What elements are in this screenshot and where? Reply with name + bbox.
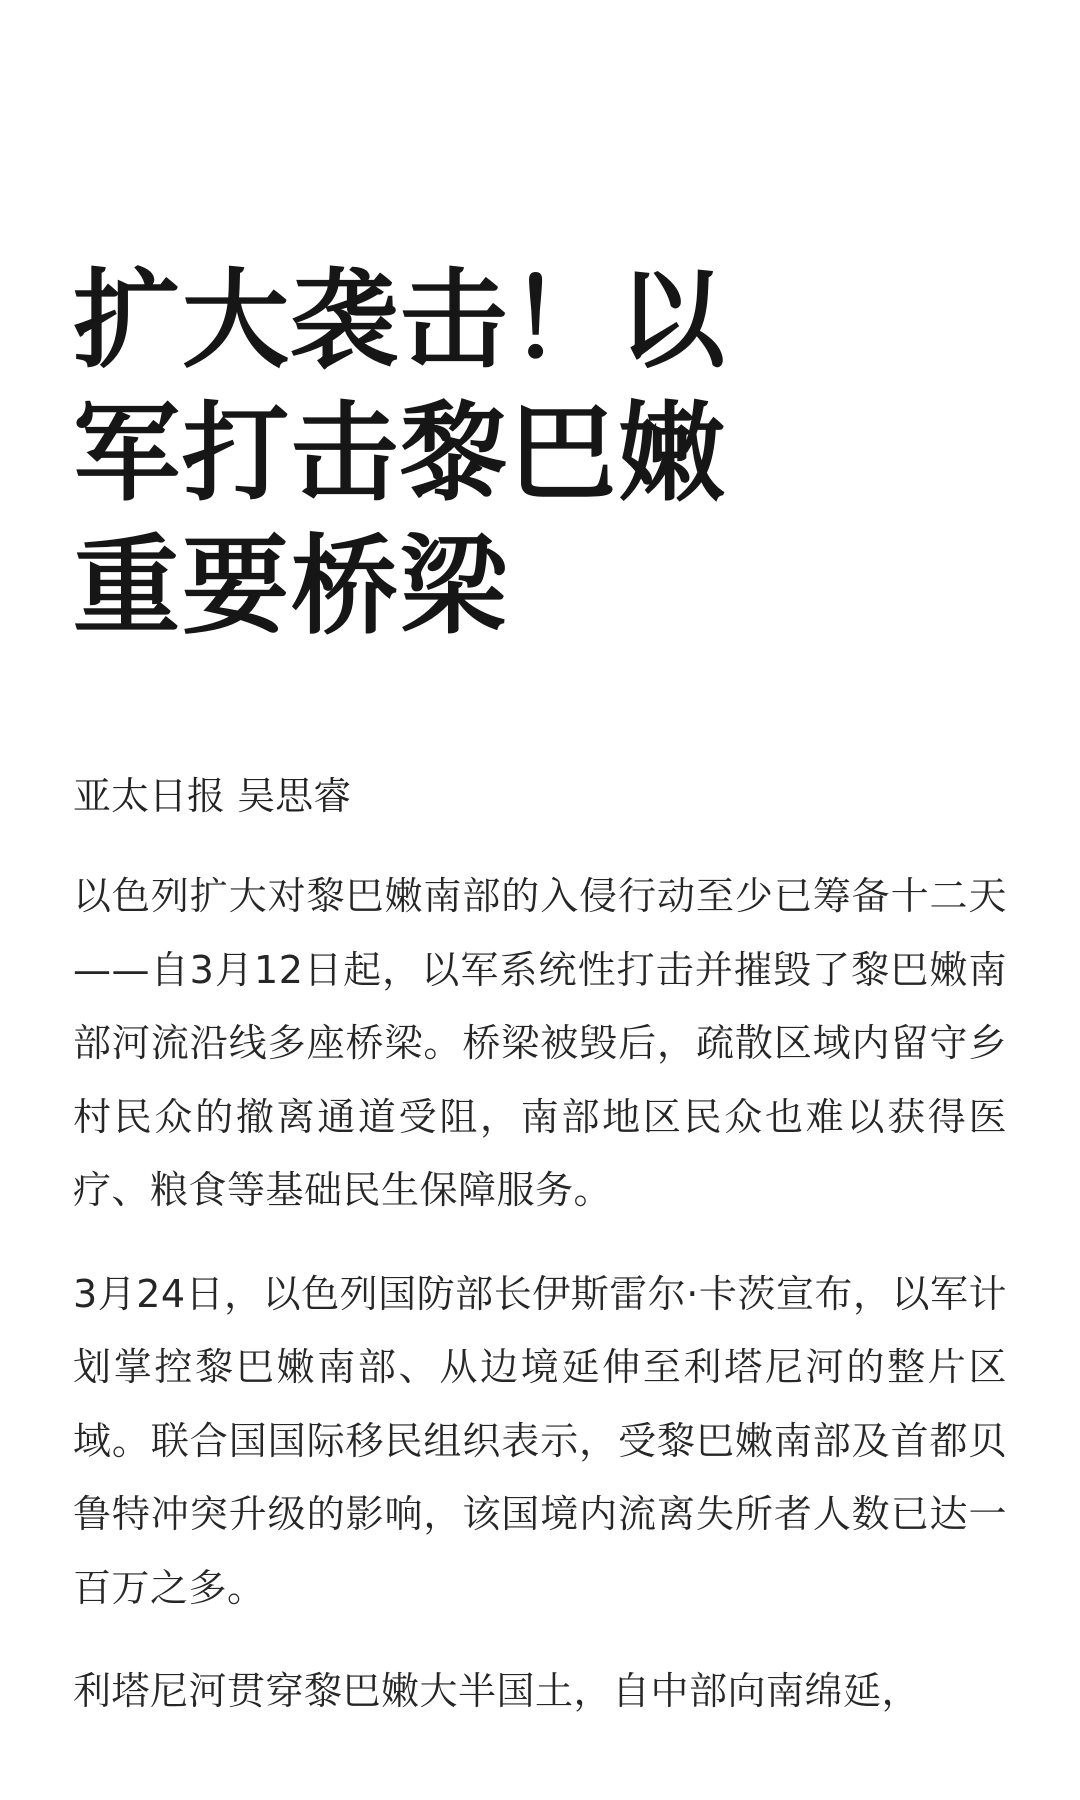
paragraph: 3月24日，以色列国防部长伊斯雷尔·卡茨宣布，以军计划掌控黎巴嫩南部、从边境延伸至利塔尼河的整片区域。联合国国际移民组织表示，受黎巴嫩南部及首都贝鲁特冲突升级的影响，该国境内流离失所者人数已达一百万之多。	[73, 1271, 1007, 1610]
byline: 亚太日报 吴思睿	[73, 774, 352, 818]
article-title: 扩大袭击！以军打击黎巴嫩重要桥梁	[73, 259, 728, 649]
article-body	[73, 860, 1007, 1759]
paragraph: 以色列扩大对黎巴嫩南部的入侵行动至少已筹备十二天——自3月12日起，以军系统性打击并摧毁了黎巴嫩南部河流沿线多座桥梁。桥梁被毁后，疏散区域内留守乡村民众的撤离通道受阻，南部地区民众也难以获得医疗、粮食等基础民生保障服务。	[73, 874, 1007, 1212]
paragraph: 利塔尼河贯穿黎巴嫩大半国土，自中部向南绵延，	[73, 1669, 921, 1713]
